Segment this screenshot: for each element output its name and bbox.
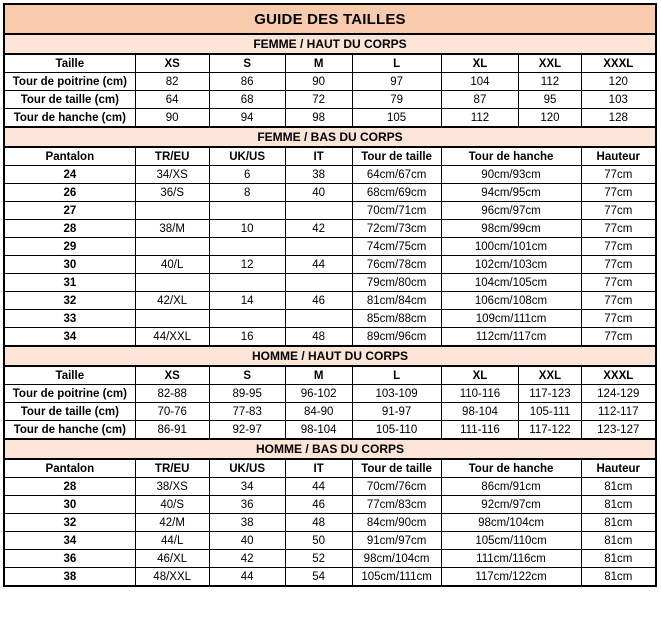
column-header: IT <box>285 147 352 166</box>
data-cell: 48 <box>285 514 352 532</box>
data-cell: 77cm/83cm <box>352 496 441 514</box>
column-header: XXL <box>519 54 581 73</box>
row-header-cell: Tour de taille (cm) <box>4 403 135 421</box>
data-cell: 16 <box>209 328 285 347</box>
data-cell: 94cm/95cm <box>441 184 581 202</box>
data-cell: 98cm/104cm <box>352 550 441 568</box>
column-header: XXXL <box>581 366 656 385</box>
data-cell <box>285 310 352 328</box>
data-cell: 105 <box>352 109 441 128</box>
data-cell: 123-127 <box>581 421 656 440</box>
data-cell <box>209 274 285 292</box>
column-header: Hauteur <box>581 459 656 478</box>
row-header-cell: 26 <box>4 184 135 202</box>
data-cell: 86cm/91cm <box>441 478 581 496</box>
size-guide-body <box>4 4 656 586</box>
row-header-cell: 32 <box>4 292 135 310</box>
data-cell: 105-111 <box>519 403 581 421</box>
row-header-cell: Tour de poitrine (cm) <box>4 385 135 403</box>
column-header: XS <box>135 54 209 73</box>
data-cell: 112 <box>441 109 519 128</box>
table-row <box>4 532 656 550</box>
data-cell: 64cm/67cm <box>352 166 441 184</box>
table-row <box>4 238 656 256</box>
data-cell: 72cm/73cm <box>352 220 441 238</box>
data-cell <box>209 202 285 220</box>
row-header-cell: 31 <box>4 274 135 292</box>
data-cell: 91-97 <box>352 403 441 421</box>
row-header-cell: 34 <box>4 532 135 550</box>
data-cell: 77-83 <box>209 403 285 421</box>
data-cell: 42 <box>209 550 285 568</box>
data-cell: 105cm/110cm <box>441 532 581 550</box>
data-cell: 82 <box>135 73 209 91</box>
data-cell: 44 <box>285 478 352 496</box>
data-cell: 95 <box>519 91 581 109</box>
table-row <box>4 256 656 274</box>
data-cell: 89cm/96cm <box>352 328 441 347</box>
row-header-cell: 38 <box>4 568 135 587</box>
data-cell: 77cm <box>581 184 656 202</box>
table-row <box>4 73 656 91</box>
data-cell: 81cm <box>581 496 656 514</box>
column-header: XXL <box>519 366 581 385</box>
data-cell: 98cm/99cm <box>441 220 581 238</box>
table-row <box>4 568 656 587</box>
data-cell: 50 <box>285 532 352 550</box>
column-header: Taille <box>4 366 135 385</box>
data-cell: 81cm <box>581 550 656 568</box>
row-header-cell: Tour de poitrine (cm) <box>4 73 135 91</box>
data-cell: 81cm/84cm <box>352 292 441 310</box>
column-header: IT <box>285 459 352 478</box>
column-header: Tour de hanche <box>441 147 581 166</box>
data-cell: 12 <box>209 256 285 274</box>
table-row <box>4 550 656 568</box>
title-row <box>4 4 656 34</box>
data-cell: 40/S <box>135 496 209 514</box>
data-cell <box>285 202 352 220</box>
data-cell: 111cm/116cm <box>441 550 581 568</box>
data-cell: 34 <box>209 478 285 496</box>
section-header-row <box>4 439 656 459</box>
row-header-cell: 24 <box>4 166 135 184</box>
data-cell: 77cm <box>581 292 656 310</box>
section-label: HOMME / HAUT DU CORPS <box>4 346 656 366</box>
column-header: M <box>285 366 352 385</box>
data-cell: 44 <box>285 256 352 274</box>
table-row <box>4 292 656 310</box>
table-row <box>4 328 656 347</box>
data-cell <box>135 238 209 256</box>
data-cell: 10 <box>209 220 285 238</box>
data-cell: 117-122 <box>519 421 581 440</box>
data-cell: 90cm/93cm <box>441 166 581 184</box>
data-cell: 87 <box>441 91 519 109</box>
data-cell: 112-117 <box>581 403 656 421</box>
data-cell <box>285 274 352 292</box>
section-label: FEMME / HAUT DU CORPS <box>4 34 656 54</box>
data-cell: 44 <box>209 568 285 587</box>
data-cell: 109cm/111cm <box>441 310 581 328</box>
data-cell: 70cm/71cm <box>352 202 441 220</box>
data-cell: 91cm/97cm <box>352 532 441 550</box>
data-cell <box>285 238 352 256</box>
data-cell: 70cm/76cm <box>352 478 441 496</box>
data-cell: 96cm/97cm <box>441 202 581 220</box>
column-header: UK/US <box>209 459 285 478</box>
row-header-cell: 30 <box>4 496 135 514</box>
data-cell: 106cm/108cm <box>441 292 581 310</box>
column-header: XL <box>441 366 519 385</box>
row-header-cell: 33 <box>4 310 135 328</box>
data-cell: 90 <box>135 109 209 128</box>
data-cell: 85cm/88cm <box>352 310 441 328</box>
data-cell: 86 <box>209 73 285 91</box>
data-cell: 48 <box>285 328 352 347</box>
data-cell: 100cm/101cm <box>441 238 581 256</box>
row-header-cell: 27 <box>4 202 135 220</box>
data-cell: 79cm/80cm <box>352 274 441 292</box>
table-row <box>4 496 656 514</box>
data-cell <box>135 310 209 328</box>
data-cell: 117-123 <box>519 385 581 403</box>
data-cell: 40 <box>209 532 285 550</box>
data-cell: 86-91 <box>135 421 209 440</box>
table-row <box>4 109 656 128</box>
data-cell: 81cm <box>581 514 656 532</box>
column-header: L <box>352 366 441 385</box>
table-row <box>4 403 656 421</box>
data-cell: 8 <box>209 184 285 202</box>
data-cell: 104 <box>441 73 519 91</box>
data-cell: 74cm/75cm <box>352 238 441 256</box>
column-header: XS <box>135 366 209 385</box>
column-header: Hauteur <box>581 147 656 166</box>
table-row <box>4 91 656 109</box>
data-cell: 36/S <box>135 184 209 202</box>
data-cell: 44/L <box>135 532 209 550</box>
data-cell: 77cm <box>581 166 656 184</box>
data-cell: 84cm/90cm <box>352 514 441 532</box>
column-header: TR/EU <box>135 459 209 478</box>
data-cell <box>209 238 285 256</box>
section-label: FEMME / BAS DU CORPS <box>4 127 656 147</box>
data-cell: 92-97 <box>209 421 285 440</box>
row-header-cell: 28 <box>4 220 135 238</box>
data-cell: 68 <box>209 91 285 109</box>
data-cell: 82-88 <box>135 385 209 403</box>
data-cell: 38/XS <box>135 478 209 496</box>
data-cell: 77cm <box>581 202 656 220</box>
section-header-row <box>4 346 656 366</box>
data-cell: 77cm <box>581 310 656 328</box>
section-header-row <box>4 34 656 54</box>
row-header-cell: 36 <box>4 550 135 568</box>
data-cell: 38 <box>209 514 285 532</box>
data-cell: 42/XL <box>135 292 209 310</box>
data-cell: 98 <box>285 109 352 128</box>
table-row <box>4 421 656 440</box>
data-cell: 92cm/97cm <box>441 496 581 514</box>
data-cell: 81cm <box>581 478 656 496</box>
column-header: Tour de taille <box>352 147 441 166</box>
section-header-row <box>4 127 656 147</box>
column-header: Pantalon <box>4 147 135 166</box>
data-cell: 110-116 <box>441 385 519 403</box>
data-cell: 98cm/104cm <box>441 514 581 532</box>
data-cell: 112cm/117cm <box>441 328 581 347</box>
data-cell: 77cm <box>581 220 656 238</box>
data-cell: 105cm/111cm <box>352 568 441 587</box>
data-cell: 44/XXL <box>135 328 209 347</box>
table-row <box>4 310 656 328</box>
column-header: TR/EU <box>135 147 209 166</box>
data-cell: 38/M <box>135 220 209 238</box>
page-title: GUIDE DES TAILLES <box>4 4 656 34</box>
table-row <box>4 478 656 496</box>
data-cell: 68cm/69cm <box>352 184 441 202</box>
data-cell: 77cm <box>581 328 656 347</box>
data-cell <box>209 310 285 328</box>
row-header-cell: Tour de taille (cm) <box>4 91 135 109</box>
data-cell: 14 <box>209 292 285 310</box>
column-header: S <box>209 366 285 385</box>
data-cell: 120 <box>581 73 656 91</box>
data-cell: 79 <box>352 91 441 109</box>
table-row <box>4 385 656 403</box>
row-header-cell: 29 <box>4 238 135 256</box>
data-cell: 77cm <box>581 238 656 256</box>
data-cell: 72 <box>285 91 352 109</box>
column-header-row <box>4 459 656 478</box>
column-header: XXXL <box>581 54 656 73</box>
data-cell: 34/XS <box>135 166 209 184</box>
column-header: Tour de hanche <box>441 459 581 478</box>
row-header-cell: 30 <box>4 256 135 274</box>
data-cell: 52 <box>285 550 352 568</box>
column-header-row <box>4 54 656 73</box>
data-cell: 54 <box>285 568 352 587</box>
data-cell <box>135 202 209 220</box>
column-header-row <box>4 147 656 166</box>
data-cell: 98-104 <box>441 403 519 421</box>
data-cell: 42/M <box>135 514 209 532</box>
column-header: S <box>209 54 285 73</box>
table-row <box>4 202 656 220</box>
data-cell: 46 <box>285 292 352 310</box>
table-row <box>4 166 656 184</box>
row-header-cell: Tour de hanche (cm) <box>4 109 135 128</box>
data-cell: 77cm <box>581 256 656 274</box>
data-cell: 111-116 <box>441 421 519 440</box>
data-cell: 124-129 <box>581 385 656 403</box>
data-cell: 102cm/103cm <box>441 256 581 274</box>
data-cell: 42 <box>285 220 352 238</box>
data-cell: 46 <box>285 496 352 514</box>
data-cell: 48/XXL <box>135 568 209 587</box>
table-row <box>4 220 656 238</box>
column-header: Pantalon <box>4 459 135 478</box>
data-cell: 84-90 <box>285 403 352 421</box>
data-cell: 98-104 <box>285 421 352 440</box>
data-cell: 77cm <box>581 274 656 292</box>
column-header: XL <box>441 54 519 73</box>
data-cell: 96-102 <box>285 385 352 403</box>
data-cell: 117cm/122cm <box>441 568 581 587</box>
table-row <box>4 514 656 532</box>
data-cell: 120 <box>519 109 581 128</box>
data-cell: 40/L <box>135 256 209 274</box>
data-cell: 76cm/78cm <box>352 256 441 274</box>
row-header-cell: 32 <box>4 514 135 532</box>
size-guide-table <box>3 3 657 587</box>
column-header: L <box>352 54 441 73</box>
data-cell: 94 <box>209 109 285 128</box>
column-header-row <box>4 366 656 385</box>
data-cell: 81cm <box>581 568 656 587</box>
data-cell: 89-95 <box>209 385 285 403</box>
data-cell: 6 <box>209 166 285 184</box>
data-cell: 64 <box>135 91 209 109</box>
column-header: M <box>285 54 352 73</box>
section-label: HOMME / BAS DU CORPS <box>4 439 656 459</box>
data-cell: 90 <box>285 73 352 91</box>
row-header-cell: 28 <box>4 478 135 496</box>
table-row <box>4 184 656 202</box>
data-cell: 36 <box>209 496 285 514</box>
table-row <box>4 274 656 292</box>
data-cell: 38 <box>285 166 352 184</box>
row-header-cell: 34 <box>4 328 135 347</box>
data-cell: 40 <box>285 184 352 202</box>
data-cell: 81cm <box>581 532 656 550</box>
data-cell: 46/XL <box>135 550 209 568</box>
column-header: Tour de taille <box>352 459 441 478</box>
row-header-cell: Tour de hanche (cm) <box>4 421 135 440</box>
data-cell: 97 <box>352 73 441 91</box>
data-cell: 104cm/105cm <box>441 274 581 292</box>
data-cell: 70-76 <box>135 403 209 421</box>
column-header: Taille <box>4 54 135 73</box>
data-cell: 103-109 <box>352 385 441 403</box>
data-cell: 128 <box>581 109 656 128</box>
data-cell: 112 <box>519 73 581 91</box>
data-cell: 105-110 <box>352 421 441 440</box>
column-header: UK/US <box>209 147 285 166</box>
data-cell: 103 <box>581 91 656 109</box>
data-cell <box>135 274 209 292</box>
